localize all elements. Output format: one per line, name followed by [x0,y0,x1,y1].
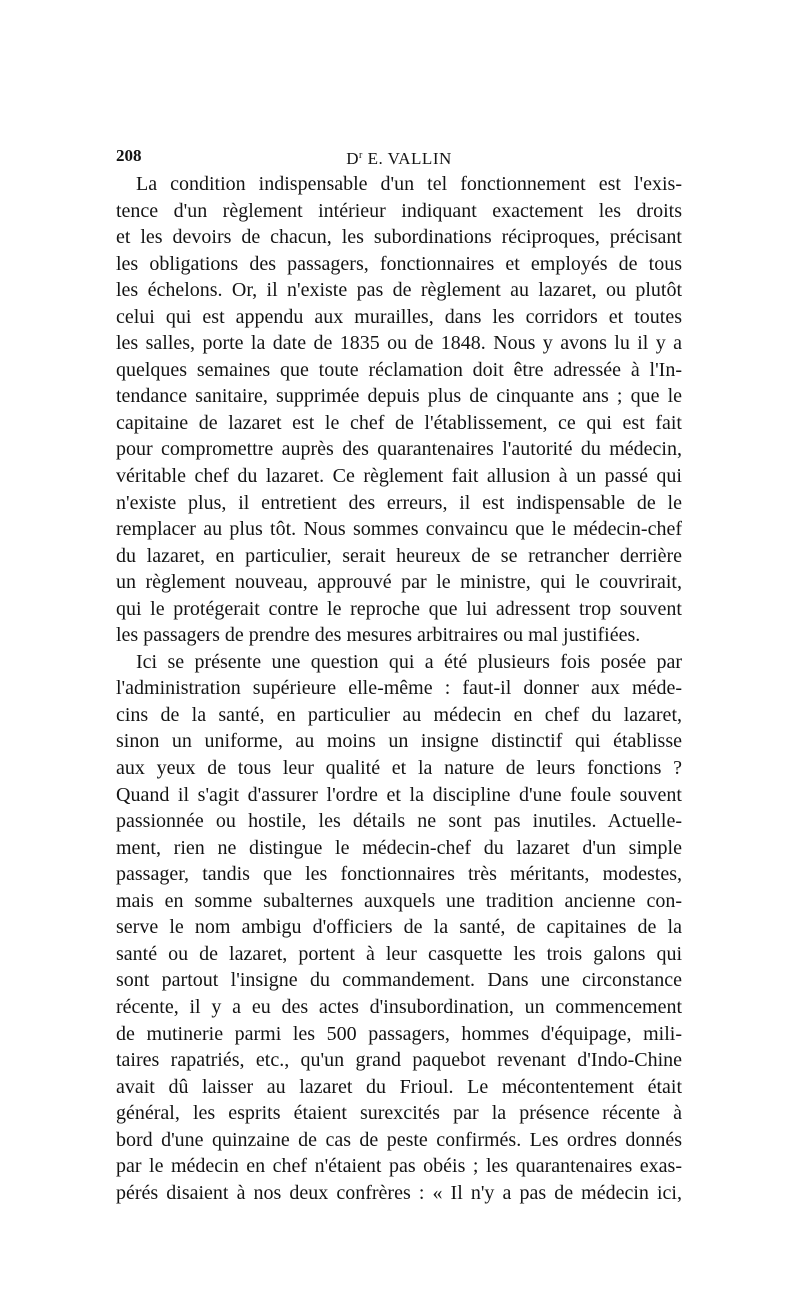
text-line: les salles, porte la date de 1835 ou de 1848. Nous y avons lu il y a [116,332,682,355]
text-line: avait dû laisser au lazaret du Frioul. Le mécontentement était [116,1075,682,1098]
text-line: les obligations des passagers, fonctionnaires et employés de tous [116,252,682,275]
text-line: sont partout l'insigne du commandement. Dans une circonstance [116,969,682,992]
text-line: général, les esprits étaient surexcités par la présence récente à [116,1102,682,1125]
text-line: ment, rien ne distingue le médecin-chef du lazaret d'un simple [116,836,682,859]
text-line: qui le protégerait contre le reproche que lui adressent trop souvent [116,597,682,620]
text-line: passager, tandis que les fonctionnaires très méritants, modestes, [116,863,682,886]
text-line: serve le nom ambigu d'officiers de la santé, de capitaines de la [116,916,682,939]
text-line: quelques semaines que toute réclamation doit être adressée à l'In- [116,358,682,381]
text-line: bord d'une quinzaine de cas de peste confirmés. Les ordres donnés [116,1128,682,1151]
text-line: un règlement nouveau, approuvé par le ministre, qui le couvrirait, [116,571,682,594]
author-name: E. VALLIN [362,149,452,168]
text-line: taires rapatriés, etc., qu'un grand paquebot revenant d'Indo-Chine [116,1049,682,1072]
text-line: de mutinerie parmi les 500 passagers, hommes d'équipage, mili- [116,1022,682,1045]
text-line: Quand il s'agit d'assurer l'ordre et la discipline d'une foule souvent [116,783,682,806]
running-head [116,144,682,168]
text-line: sinon un uniforme, au moins un insigne distinctif qui établisse [116,730,682,753]
text-line: par le médecin en chef n'étaient pas obéis ; les quarantenaires exas- [116,1155,682,1178]
text-line: pérés disaient à nos deux confrères : « Il n'y a pas de médecin ici, [116,1181,682,1204]
text-line: cins de la santé, en particulier au médecin en chef du lazaret, [116,703,682,726]
text-line: La condition indispensable d'un tel fonctionnement est l'exis- [136,173,682,195]
body-text [116,171,682,1206]
text-line: Ici se présente une question qui a été plusieurs fois posée par [136,650,682,673]
page-number: 208 [116,146,142,165]
text-line: les passagers de prendre des mesures arbitraires ou mal justifiées. [116,624,641,647]
text-line: récente, il y a eu des actes d'insubordination, un commencement [116,995,682,1018]
author-title-superscript: r [359,150,363,161]
text-line: capitaine de lazaret est le chef de l'établissement, ce qui est fait [116,411,682,434]
text-line: mais en somme subalternes auxquels une tradition ancienne con- [116,889,682,912]
text-line: les échelons. Or, il n'existe pas de règlement au lazaret, ou plutôt [116,279,682,302]
text-line: passionnée ou hostile, les détails ne sont pas inutiles. Actuelle- [116,810,682,833]
text-line: remplacer au plus tôt. Nous sommes convaincu que le médecin-chef [116,518,682,541]
text-line: l'administration supérieure elle-même : faut-il donner aux méde- [116,677,682,700]
text-line: tendance sanitaire, supprimée depuis plus de cinquante ans ; que le [116,385,682,408]
text-line: du lazaret, en particulier, serait heureux de se retrancher derrière [116,544,682,567]
text-line: tence d'un règlement intérieur indiquant exactement les droits [116,199,682,222]
text-line: et les devoirs de chacun, les subordinations réciproques, précisant [116,226,682,249]
text-line: n'existe plus, il entretient des erreurs, il est indispensable de le [116,491,682,514]
text-line: celui qui est appendu aux murailles, dans les corridors et toutes [116,305,682,328]
author-prefix: D [346,149,360,168]
text-line: pour compromettre auprès des quarantenaires l'autorité du médecin, [116,438,682,461]
text-line: véritable chef du lazaret. Ce règlement fait allusion à un passé qui [116,465,682,488]
author-header [116,144,682,171]
text-line: aux yeux de tous leur qualité et la nature de leurs fonctions ? [116,757,682,780]
text-line: santé ou de lazaret, portent à leur casquette les trois galons qui [116,942,682,965]
